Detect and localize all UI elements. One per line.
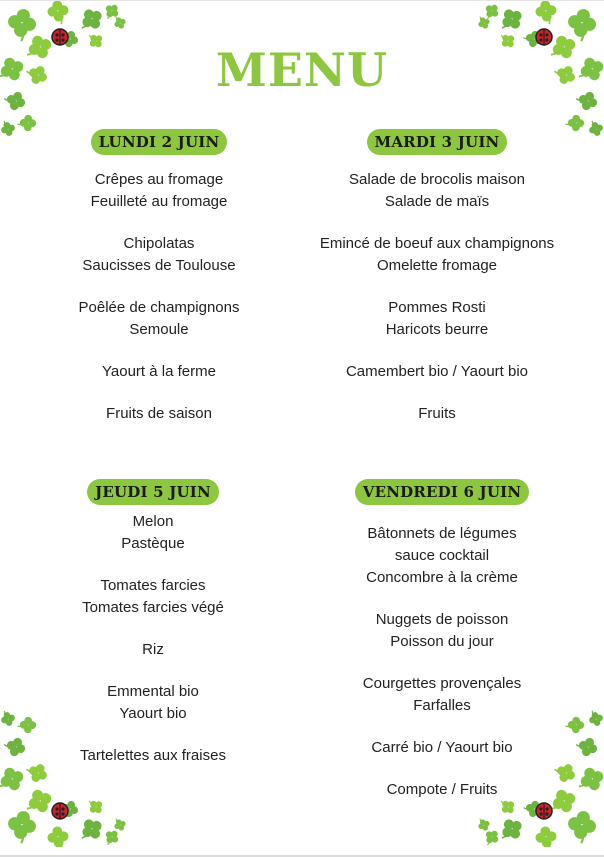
menu-course: [307, 609, 577, 653]
four-leaf-clover-icon: [0, 118, 17, 137]
menu-item: Saucisses de Toulouse: [82, 257, 236, 274]
menu-item: Bâtonnets de légumes: [367, 525, 517, 542]
four-leaf-clover-icon: [112, 816, 128, 833]
menu-item: Yaourt à la ferme: [102, 363, 216, 380]
day-label: LUNDI 2 JUIN: [91, 129, 228, 155]
four-leaf-clover-icon: [495, 4, 527, 35]
menu-item: Crêpes au fromage: [94, 171, 224, 188]
menu-course: [307, 737, 577, 759]
four-leaf-clover-icon: [75, 814, 107, 845]
menu-course: [24, 403, 294, 425]
menu-item: Chipolatas: [123, 235, 195, 252]
four-leaf-clover-icon: [565, 7, 598, 43]
menu-item: Riz: [142, 641, 164, 658]
four-leaf-clover-icon: [587, 708, 604, 727]
four-leaf-clover-icon: [587, 118, 604, 137]
menu-course: [302, 169, 572, 213]
four-leaf-clover-icon: [574, 764, 604, 796]
day-items: [18, 511, 288, 767]
menu-item: Tomates farcies végé: [82, 599, 224, 616]
ladybug-icon: [52, 803, 68, 819]
menu-course: [302, 403, 572, 425]
menu-course: [302, 233, 572, 277]
menu-item: Semoule: [129, 321, 189, 338]
menu-item: Pommes Rosti: [388, 299, 486, 316]
menu-item: Haricots beurre: [385, 321, 489, 338]
four-leaf-clover-icon: [85, 796, 106, 817]
day-items: [307, 523, 577, 801]
four-leaf-clover-icon: [0, 708, 17, 727]
day-column-friday: [307, 479, 577, 821]
four-leaf-clover-icon: [5, 809, 38, 845]
menu-item: Concombre à la crème: [366, 569, 518, 586]
menu-course: [24, 297, 294, 341]
menu-course: [18, 745, 288, 767]
menu-item: Melon: [132, 513, 174, 530]
menu-course: [24, 169, 294, 213]
menu-course: [302, 361, 572, 383]
four-leaf-clover-icon: [534, 1, 558, 26]
menu-course: [18, 639, 288, 661]
menu-item: Feuilleté au fromage: [90, 193, 228, 210]
four-leaf-clover-icon: [574, 734, 600, 759]
four-leaf-clover-icon: [46, 1, 70, 26]
menu-item: Courgettes provençales: [362, 675, 522, 692]
day-items: [302, 169, 572, 425]
menu-item: Fruits de saison: [106, 405, 212, 422]
menu-course: [307, 673, 577, 717]
menu-title: MENU: [215, 43, 389, 97]
menu-item: Tartelettes aux fraises: [80, 747, 226, 764]
menu-item: Farfalles: [413, 697, 471, 714]
four-leaf-clover-icon: [75, 4, 107, 35]
menu-item: Yaourt bio: [119, 705, 187, 722]
menu-item: Tomates farcies: [100, 577, 206, 594]
menu-course: [18, 681, 288, 725]
menu-course: [24, 233, 294, 277]
four-leaf-clover-icon: [534, 825, 558, 847]
menu-course: [18, 575, 288, 619]
menu-item: Camembert bio / Yaourt bio: [345, 363, 529, 380]
menu-course: [307, 779, 577, 801]
menu-item: Fruits: [418, 405, 456, 422]
menu-item: Salade de brocolis maison: [349, 171, 525, 188]
menu-item: sauce cocktail: [394, 547, 490, 564]
menu-item: Pastèque: [121, 535, 185, 552]
menu-item: Poêlée de champignons: [78, 299, 240, 316]
menu-item: Emmental bio: [107, 683, 199, 700]
day-column-monday: [24, 129, 294, 445]
day-items: [24, 169, 294, 425]
menu-item: Poisson du jour: [390, 633, 494, 650]
menu-item: Nuggets de poisson: [375, 611, 509, 628]
day-column-tuesday: [302, 129, 572, 445]
menu-course: [18, 511, 288, 555]
day-label: VENDREDI 6 JUIN: [355, 479, 530, 505]
menu-item: Salade de maïs: [384, 193, 490, 210]
menu-course: [24, 361, 294, 383]
menu-item: Carré bio / Yaourt bio: [371, 739, 513, 756]
four-leaf-clover-icon: [5, 7, 38, 43]
day-label: MARDI 3 JUIN: [367, 129, 508, 155]
menu-course: [307, 523, 577, 589]
day-column-thursday: [18, 479, 288, 787]
menu-item: Omelette fromage: [376, 257, 498, 274]
four-leaf-clover-icon: [101, 827, 122, 847]
menu-course: [302, 297, 572, 341]
four-leaf-clover-icon: [46, 825, 70, 847]
menu-item: Compote / Fruits: [386, 781, 498, 798]
day-label: JEUDI 5 JUIN: [87, 479, 219, 505]
menu-item: Emincé de boeuf aux champignons: [319, 235, 555, 252]
